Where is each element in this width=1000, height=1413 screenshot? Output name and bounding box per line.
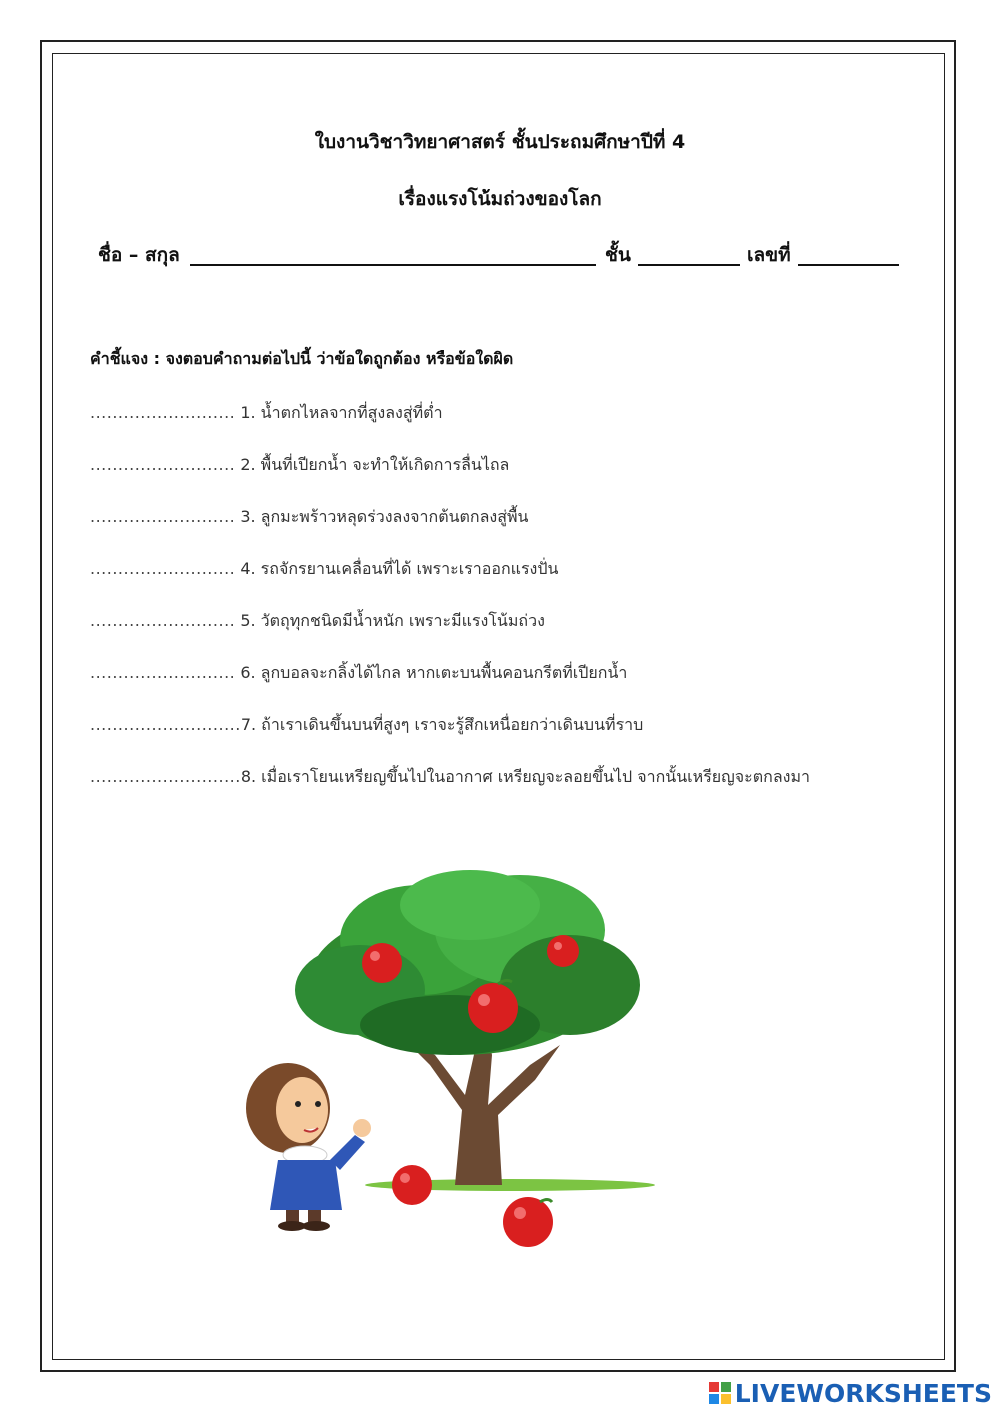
question-text: 1. น้ำตกไหลจากที่สูงลงสู่ที่ต่ำ <box>235 403 443 422</box>
answer-blank[interactable]: .......................... <box>90 663 236 682</box>
answer-blank[interactable]: .......................... <box>90 455 236 474</box>
answer-blank[interactable]: ........................... <box>90 715 241 734</box>
question-text: 3. ลูกมะพร้าวหลุดร่วงลงจากต้นตกลงสู่พื้น <box>235 507 529 526</box>
name-field[interactable] <box>190 264 596 266</box>
question-text: 8. เมื่อเราโยนเหรียญขึ้นไปในอากาศ เหรียญจะลอยขึ้นไป จากนั้นเหรียญจะตกลงมา <box>240 767 810 786</box>
answer-blank[interactable]: .......................... <box>90 611 236 630</box>
question-item <box>90 765 810 790</box>
liveworksheets-logo-icon <box>709 1382 731 1404</box>
class-label: ชั้น <box>605 244 631 266</box>
question-item <box>90 713 643 738</box>
number-label: เลขที่ <box>747 244 791 266</box>
apple-icon <box>392 1165 432 1205</box>
question-text: 2. พื้นที่เปียกน้ำ จะทำให้เกิดการลื่นไถล <box>235 455 510 474</box>
tree-foliage <box>295 870 640 1055</box>
answer-blank[interactable]: .......................... <box>90 507 236 526</box>
student-info-row <box>98 238 898 270</box>
question-item <box>90 505 528 530</box>
apple-tree-illustration <box>230 860 710 1260</box>
question-item <box>90 609 545 634</box>
question-text: 7. ถ้าเราเดินขึ้นบนที่สูงๆ เราจะรู้สึกเหนื่อยกว่าเดินบนที่ราบ <box>240 715 644 734</box>
question-text: 5. วัตถุทุกชนิดมีน้ำหนัก เพราะมีแรงโน้มถ่วง <box>235 611 545 630</box>
apple-icon <box>503 1197 553 1247</box>
answer-blank[interactable]: ........................... <box>90 767 241 786</box>
question-text: 4. รถจักรยานเคลื่อนที่ได้ เพราะเราออกแรงปั่น <box>235 559 559 578</box>
class-field[interactable] <box>638 264 740 266</box>
question-item <box>90 453 509 478</box>
answer-blank[interactable]: .......................... <box>90 559 236 578</box>
instruction-text: คำชี้แจง : จงตอบคำถามต่อไปนี้ ว่าข้อใดถูกต้อง หรือข้อใดผิด <box>90 349 514 368</box>
apple-icon <box>362 943 402 983</box>
question-item <box>90 401 443 426</box>
answer-blank[interactable]: .......................... <box>90 403 236 422</box>
number-field[interactable] <box>798 264 899 266</box>
question-item <box>90 661 627 686</box>
liveworksheets-branding[interactable] <box>709 1379 992 1407</box>
worksheet-title: ใบงานวิชาวิทยาศาสตร์ ชั้นประถมศึกษาปีที่ 4 <box>314 131 686 153</box>
question-item <box>90 557 558 582</box>
boy-character <box>246 1063 371 1231</box>
brand-text: LIVEWORKSHEETS <box>734 1378 992 1408</box>
question-text: 6. ลูกบอลจะกลิ้งได้ไกล หากเตะบนพื้นคอนกรีตที่เปียกน้ำ <box>235 663 628 682</box>
worksheet-subtitle: เรื่องแรงโน้มถ่วงของโลก <box>398 188 602 210</box>
apple-icon <box>547 935 579 967</box>
name-label: ชื่อ – สกุล <box>98 244 180 266</box>
